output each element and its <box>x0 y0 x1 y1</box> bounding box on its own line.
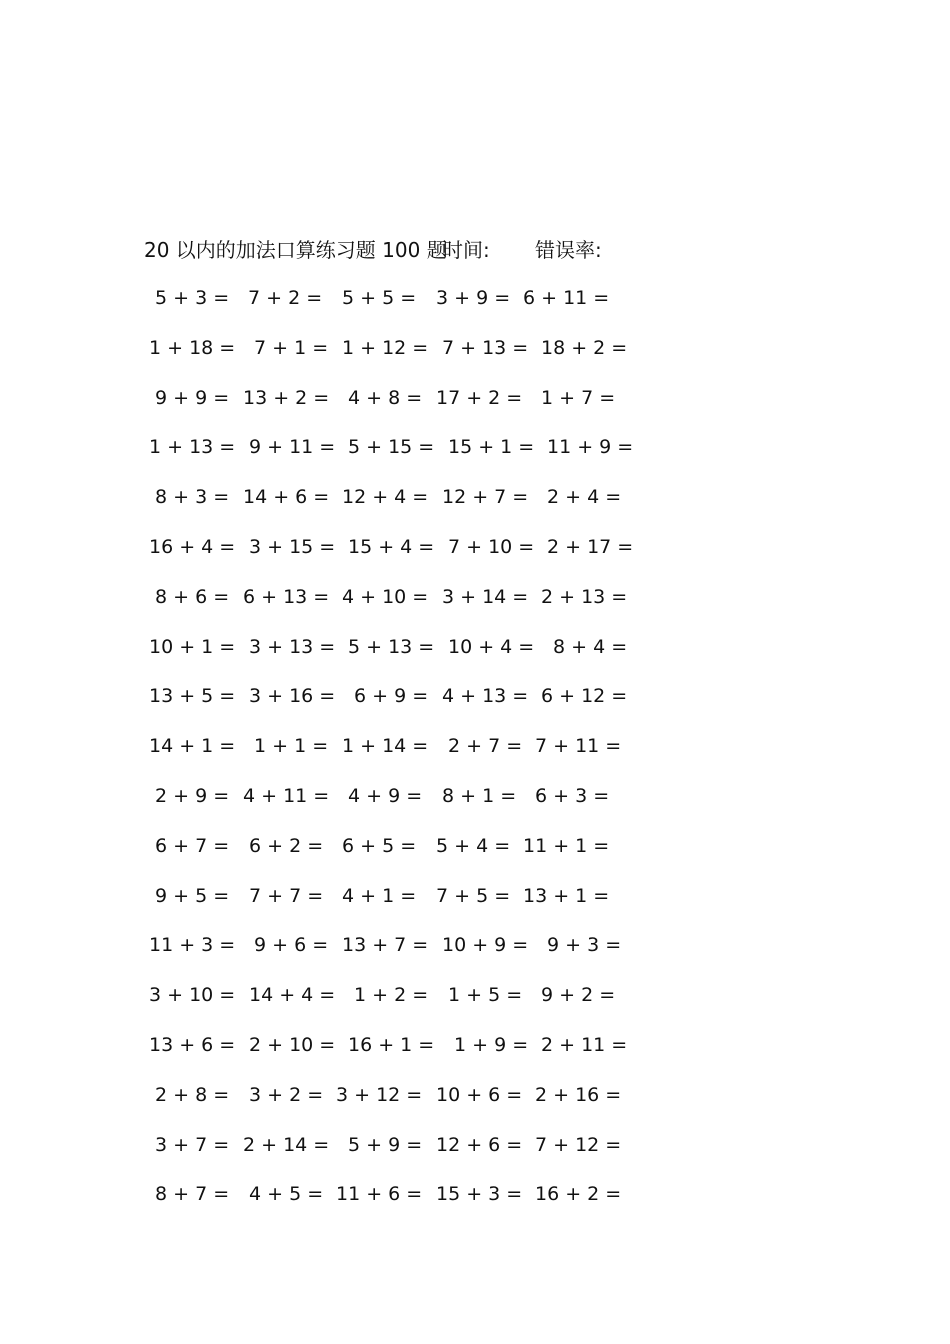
problem-item: 4 + 8 = <box>348 386 423 409</box>
problem-item: 12 + 7 = <box>442 486 529 509</box>
problem-item: 14 + 6 = <box>243 486 330 509</box>
problem-item: 1 + 2 = <box>354 984 429 1007</box>
problem-item: 1 + 12 = <box>342 336 429 359</box>
problem-item: 3 + 9 = <box>436 287 511 309</box>
error-rate-label: 错误率: <box>535 238 602 262</box>
problem-item: 15 + 3 = <box>436 1183 523 1206</box>
problem-item: 9 + 6 = <box>254 934 329 957</box>
problem-item: 18 + 2 = <box>541 336 628 359</box>
problem-item: 13 + 2 = <box>243 386 330 409</box>
problem-item: 11 + 3 = <box>149 934 236 957</box>
problem-item: 7 + 7 = <box>249 884 324 907</box>
problem-item: 14 + 1 = <box>149 735 236 758</box>
problem-item: 7 + 1 = <box>254 336 329 359</box>
problem-item: 6 + 7 = <box>155 834 230 857</box>
problem-item: 9 + 2 = <box>541 984 616 1007</box>
problem-item: 4 + 1 = <box>342 884 417 907</box>
problem-item: 1 + 14 = <box>342 735 429 758</box>
problem-item: 10 + 1 = <box>149 635 236 658</box>
problem-item: 7 + 10 = <box>448 536 535 558</box>
problem-item: 6 + 13 = <box>243 585 330 608</box>
problem-item: 7 + 12 = <box>535 1133 622 1156</box>
problem-item: 8 + 4 = <box>553 635 628 658</box>
problem-item: 5 + 3 = <box>155 287 230 309</box>
problem-item: 1 + 5 = <box>448 984 523 1007</box>
problem-item: 16 + 1 = <box>348 1034 435 1056</box>
problem-item: 2 + 4 = <box>547 486 622 509</box>
problem-item: 1 + 18 = <box>149 336 236 359</box>
problem-item: 11 + 6 = <box>336 1183 423 1206</box>
problem-item: 8 + 6 = <box>155 585 230 608</box>
problem-item: 8 + 1 = <box>442 785 517 807</box>
problem-item: 6 + 11 = <box>523 287 610 309</box>
problem-item: 3 + 10 = <box>149 984 236 1007</box>
problem-item: 2 + 10 = <box>249 1034 336 1056</box>
problem-item: 4 + 11 = <box>243 785 330 807</box>
worksheet-title: 20 以内的加法口算练习题 100 题 <box>144 238 447 262</box>
problem-item: 13 + 1 = <box>523 884 610 907</box>
problem-item: 10 + 9 = <box>442 934 529 957</box>
problem-item: 4 + 5 = <box>249 1183 324 1206</box>
problem-item: 4 + 9 = <box>348 785 423 807</box>
problem-item: 4 + 10 = <box>342 585 429 608</box>
problem-item: 5 + 13 = <box>348 635 435 658</box>
problem-item: 13 + 7 = <box>342 934 429 957</box>
problem-item: 4 + 13 = <box>442 685 529 708</box>
problem-item: 3 + 14 = <box>442 585 529 608</box>
problem-item: 2 + 14 = <box>243 1133 330 1156</box>
problem-item: 2 + 17 = <box>547 536 634 558</box>
problem-item: 2 + 9 = <box>155 785 230 807</box>
problem-item: 9 + 9 = <box>155 386 230 409</box>
problem-item: 12 + 6 = <box>436 1133 523 1156</box>
problem-item: 1 + 9 = <box>454 1034 529 1056</box>
problem-item: 7 + 11 = <box>535 735 622 758</box>
problem-item: 5 + 9 = <box>348 1133 423 1156</box>
problem-item: 3 + 7 = <box>155 1133 230 1156</box>
problem-item: 3 + 16 = <box>249 685 336 708</box>
problem-item: 11 + 1 = <box>523 834 610 857</box>
problem-item: 9 + 11 = <box>249 436 336 459</box>
problem-item: 15 + 1 = <box>448 436 535 459</box>
problem-item: 5 + 5 = <box>342 287 417 309</box>
problem-item: 2 + 11 = <box>541 1034 628 1056</box>
problem-item: 12 + 4 = <box>342 486 429 509</box>
problem-item: 15 + 4 = <box>348 536 435 558</box>
problem-item: 1 + 7 = <box>541 386 616 409</box>
problem-item: 8 + 3 = <box>155 486 230 509</box>
problem-item: 11 + 9 = <box>547 436 634 459</box>
problem-item: 6 + 3 = <box>535 785 610 807</box>
problem-item: 5 + 15 = <box>348 436 435 459</box>
problem-item: 14 + 4 = <box>249 984 336 1007</box>
problem-item: 9 + 3 = <box>547 934 622 957</box>
problem-item: 5 + 4 = <box>436 834 511 857</box>
problem-item: 7 + 5 = <box>436 884 511 907</box>
problem-item: 1 + 13 = <box>149 436 236 459</box>
problem-item: 2 + 13 = <box>541 585 628 608</box>
problem-item: 2 + 8 = <box>155 1083 230 1106</box>
problem-item: 7 + 2 = <box>248 287 323 309</box>
problem-item: 3 + 13 = <box>249 635 336 658</box>
problem-item: 3 + 12 = <box>336 1083 423 1106</box>
problem-item: 9 + 5 = <box>155 884 230 907</box>
problem-item: 3 + 2 = <box>249 1083 324 1106</box>
problem-item: 10 + 6 = <box>436 1083 523 1106</box>
problem-item: 13 + 6 = <box>149 1034 236 1056</box>
problem-item: 17 + 2 = <box>436 386 523 409</box>
problem-item: 3 + 15 = <box>249 536 336 558</box>
problem-item: 13 + 5 = <box>149 685 236 708</box>
problem-item: 6 + 12 = <box>541 685 628 708</box>
problem-item: 1 + 1 = <box>254 735 329 758</box>
problem-item: 16 + 2 = <box>535 1183 622 1206</box>
problem-item: 2 + 7 = <box>448 735 523 758</box>
problem-item: 6 + 2 = <box>249 834 324 857</box>
problem-item: 8 + 7 = <box>155 1183 230 1206</box>
problem-item: 16 + 4 = <box>149 536 236 558</box>
time-label: 时间: <box>443 238 490 262</box>
problem-item: 2 + 16 = <box>535 1083 622 1106</box>
problem-item: 10 + 4 = <box>448 635 535 658</box>
problem-item: 6 + 5 = <box>342 834 417 857</box>
problem-item: 6 + 9 = <box>354 685 429 708</box>
problem-item: 7 + 13 = <box>442 336 529 359</box>
